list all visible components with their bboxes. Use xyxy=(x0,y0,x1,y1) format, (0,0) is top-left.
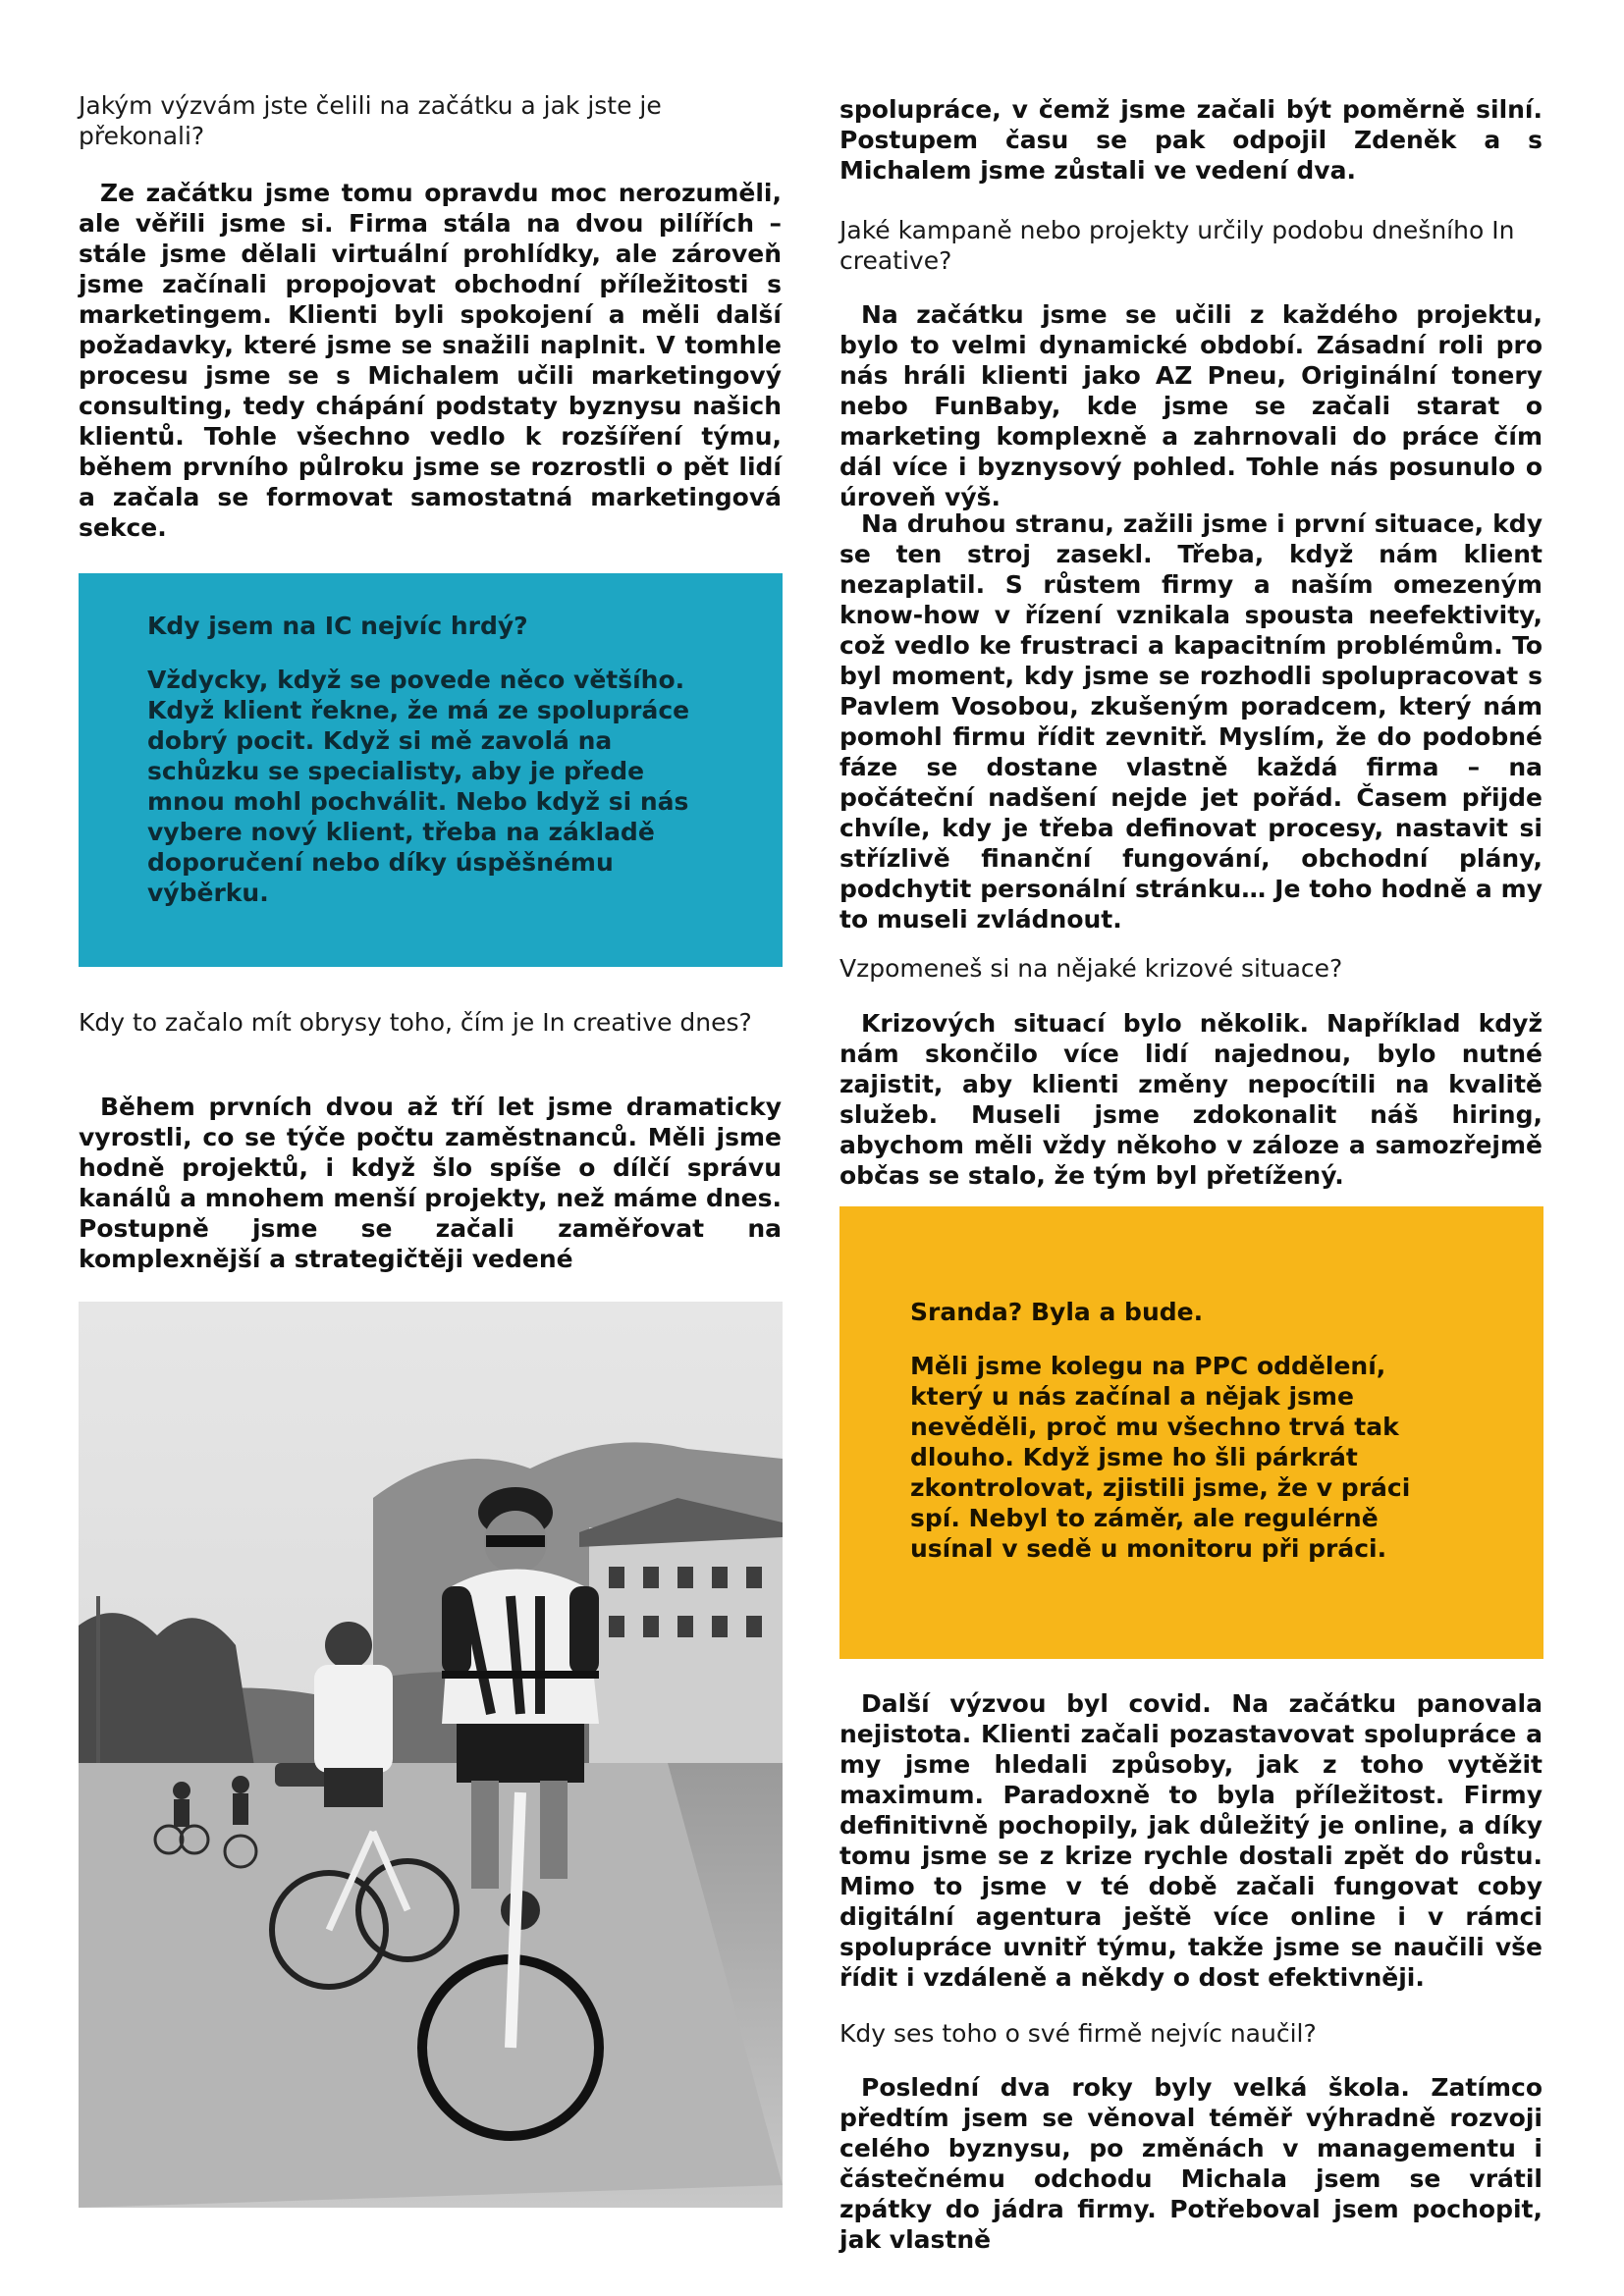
pride-box-title: Kdy jsem na IC nejvíc hrdý? xyxy=(147,612,528,640)
question-campaigns: Jaké kampaně nebo projekty určily podobu dnešního In creative? xyxy=(839,216,1515,275)
answer-covid: Další výzvou byl covid. Na začátku panovala nejistota. Klienti začali pozastavovat spolupráce a my jsme hledali způsoby, jak z toho vytěžit maximum. Paradoxně to byla příležitost. Firmy definitivně pochopily, jak důležitý je online, a díky tomu jsme se z krize rychle dostali zpět do růstu. Mimo to jsme v té době začali fungovat coby digitální agentura ještě více online i v rámci spolupráce uvnitř týmu, takže jsme se naučili vše řídit i vzdáleně a někdy o dost efektivněji. xyxy=(839,1689,1543,1992)
fun-box xyxy=(839,1206,1543,1659)
answer-campaigns-1: Na začátku jsme se učili z každého projektu, bylo to velmi dynamické období. Zásadní roli pro nás hráli klienti jako AZ Pneu, Originální tonery nebo FunBaby, kde jsme se začali starat o marketing komplexně a zahrnovali do práce čím dál více i byznysový pohled. Tohle nás posunulo o úroveň výš. xyxy=(839,300,1543,511)
pride-box-body: Vždycky, když se povede něco většího. Když klient řekne, že má ze spolupráce dobrý pocit. Když si mě zavolá na schůzku se specialisty, aby je přede mnou mohl pochválit. Nebo když si nás vybere nový klient, třeba na základě doporučení nebo díky úspěšnému výběrku. xyxy=(147,666,690,907)
answer-shape: Během prvních dvou až tří let jsme dramaticky vyrostli, co se týče počtu zaměstnanců. Měli jsme hodně projektů, i když šlo spíše o dílčí správu kanálů a mnohem menší projekty, než máme dnes. Postupně jsme se začali zaměřovat na komplexnější a strategičtěji vedené xyxy=(79,1093,783,1273)
answer-challenges: Ze začátku jsme tomu opravdu moc nerozuměli, ale věřili jsme si. Firma stála na dvou pilířích – stále jsme dělali virtuální prohlídky, ale zároveň jsme začínali propojovat obchodní příležitosti s marketingem. Klienti byli spokojení a měli další požadavky, které jsme se snažili naplnit. V tomhle procesu jsme se s Michalem učili marketingový consulting, tedy chápání podstaty byznysu našich klientů. Tohle všechno vedlo k rozšíření týmu, během prvního půlroku jsme se rozrostli o pět lidí a začala se formovat samostatná marketingová sekce. xyxy=(79,179,782,542)
question-shape: Kdy to začalo mít obrysy toho, čím je In creative dnes? xyxy=(79,1008,752,1037)
question-crisis: Vzpomeneš si na nějaké krizové situace? xyxy=(839,954,1343,983)
answer-crisis: Krizových situací bylo několik. Například když nám skončilo více lidí najednou, bylo nutné zajistit, aby klienti změny nepocítili na kvalitě služeb. Museli jsme zdokonalit náš hiring, abychom měli vždy někoho v záloze a samozřejmě občas se stalo, že tým byl přetížený. xyxy=(839,1009,1543,1190)
cyclists-photo xyxy=(79,1302,783,2208)
answer-learned: Poslední dva roky byly velká škola. Zatímco předtím jsem se věnoval téměř výhradně rozvoji celého byznysu, po změnách v managementu i částečnému odchodu Michala jsem se vrátil zpátky do jádra firmy. Potřeboval jsem pochopit, jak vlastně xyxy=(839,2073,1543,2254)
question-challenges: Jakým výzvám jste čelili na začátku a jak jste je překonali? xyxy=(79,91,662,150)
answer-campaigns-2: Na druhou stranu, zažili jsme i první situace, kdy se ten stroj zasekl. Třeba, když nám klient nezaplatil. S růstem firmy a naším omezeným know-how v řízení vznikala spousta neefektivity, což vedlo ke frustraci a kapacitním problémům. To byl moment, kdy jsme se rozhodli spolupracovat s Pavlem Vosobou, zkušeným poradcem, který nám pomohl firmu řídit zevnitř. Myslím, že do podobné fáze se dostane vlastně každá firma – na počáteční nadšení nejde jet pořád. Časem přijde chvíle, kdy je třeba definovat procesy, nastavit si střízlivě finanční fungování, obchodní plány, podchytit personální stránku… Je toho hodně a my to museli zvládnout. xyxy=(839,509,1543,934)
answer-shape-continued: spolupráce, v čemž jsme začali být poměrně silní. Postupem času se pak odpojil Zdeněk a s Michalem jsme zůstali ve vedení dva. xyxy=(839,95,1543,185)
question-learned: Kdy ses toho o své firmě nejvíc naučil? xyxy=(839,2019,1317,2048)
fun-box-title: Sranda? Byla a bude. xyxy=(910,1298,1204,1326)
pride-box xyxy=(79,573,783,967)
fun-box-body: Měli jsme kolegu na PPC oddělení, který u nás začínal a nějak jsme nevěděli, proč mu všechno trvá tak dlouho. Když jsme ho šli párkrát zkontrolovat, zjistili jsme, že v práci spí. Nebyl to záměr, ale regulérně usínal v sedě u monitoru při práci. xyxy=(910,1352,1411,1563)
